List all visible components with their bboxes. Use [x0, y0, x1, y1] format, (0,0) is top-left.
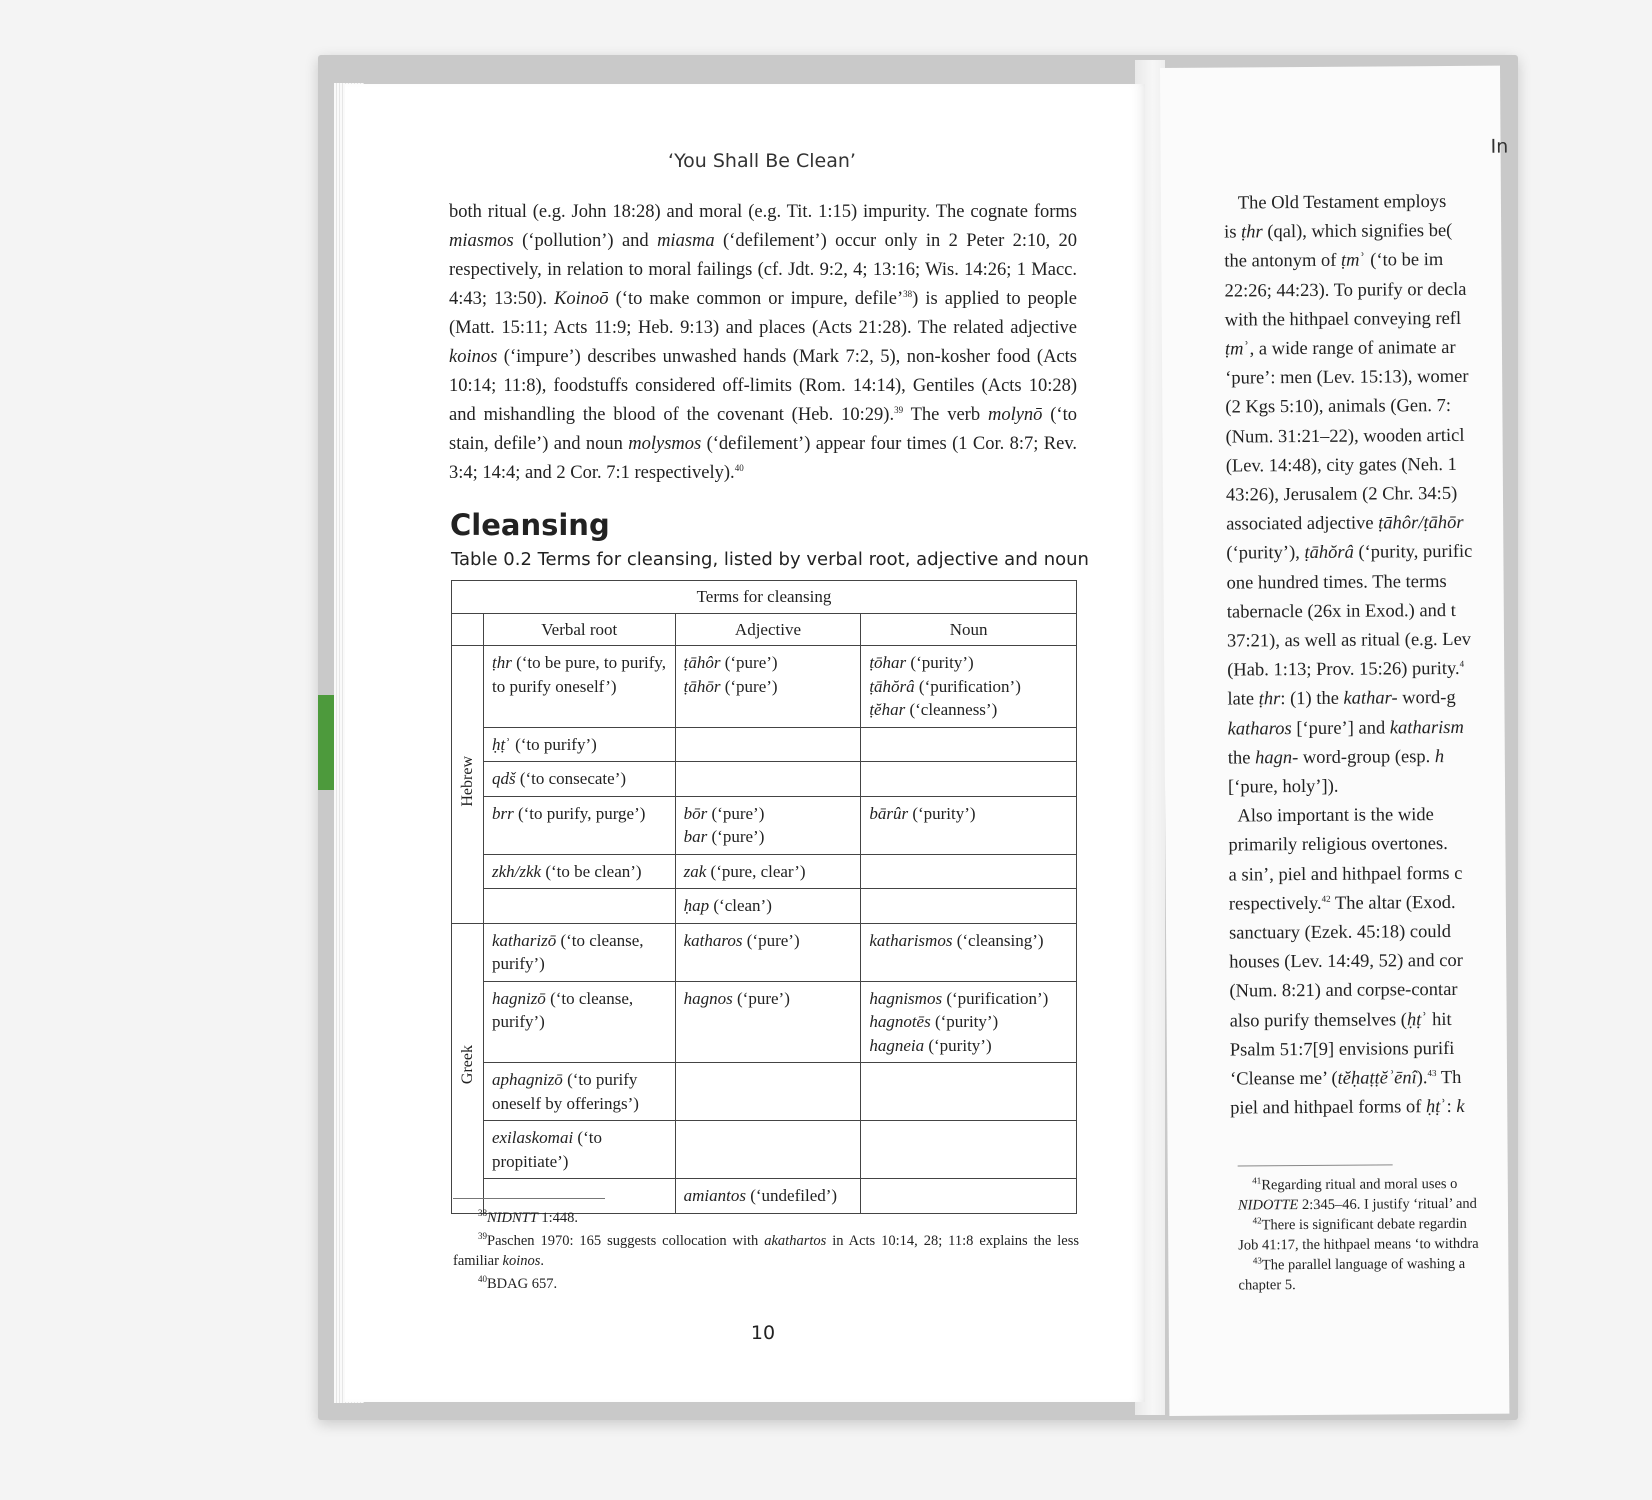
table-column-header: Verbal root: [483, 613, 675, 646]
right-footnote-line: $^{42}$There is significant debate regardin: [1252, 1215, 1467, 1234]
table-title-row: [452, 581, 1077, 614]
right-text-line: associated adjective ṭāhôr/ṭāhōr: [1226, 513, 1464, 535]
table-row: [452, 981, 1077, 1063]
right-text-line: The Old Testament employs: [1223, 192, 1447, 214]
right-text-line: the hagn- word-group (esp. h: [1227, 746, 1445, 769]
right-text-line: primarily religious overtones.: [1228, 834, 1448, 857]
right-text-line: (2 Kgs 5:10), animals (Gen. 7:: [1225, 396, 1452, 418]
adjective-cell: amiantos (‘undefiled’): [675, 1179, 861, 1214]
table-column-header: Adjective: [675, 613, 861, 646]
right-body-text: [1224, 187, 1651, 1124]
right-text-line: ‘Cleanse me’ (tĕḥaṭṭĕʾēnî).$^{43}$ Th: [1229, 1068, 1462, 1090]
verbal-root-cell: ḥṭʾ (‘to purify’): [483, 727, 675, 762]
language-label-text: Greek: [458, 1045, 476, 1085]
right-text-line: ‘pure’: men (Lev. 15:13), womer: [1225, 367, 1469, 389]
table-row: [452, 889, 1077, 924]
right-running-head: In: [1490, 135, 1509, 158]
table-row: [452, 923, 1077, 981]
language-group-label: [452, 923, 484, 1213]
verbal-root-cell: brr (‘to purify, purge’): [483, 796, 675, 854]
right-footnote-line: $^{41}$Regarding ritual and moral uses o: [1252, 1175, 1458, 1194]
adjective-cell: [675, 762, 861, 797]
adjective-cell: hagnos (‘pure’): [675, 981, 861, 1063]
table-row: [452, 1063, 1077, 1121]
table-header-blank: [452, 613, 484, 646]
adjective-cell: ḥap (‘clean’): [675, 889, 861, 924]
footnote: $^{40}$BDAG 657.: [478, 1274, 558, 1292]
verbal-root-cell: ṭhr (‘to be pure, to purify, to purify oneself’): [483, 646, 675, 728]
right-text-line: one hundred times. The terms: [1226, 571, 1447, 594]
table-row: [452, 762, 1077, 797]
right-text-line: (Num. 8:21) and corpse-contar: [1229, 980, 1458, 1003]
table-row: [452, 854, 1077, 889]
right-text-line: tabernacle (26x in Exod.) and t: [1226, 600, 1456, 623]
noun-cell: [861, 1063, 1077, 1121]
right-page: [1160, 66, 1509, 1416]
noun-cell: [861, 889, 1077, 924]
running-head: ‘You Shall Be Clean’: [668, 150, 856, 172]
verbal-root-cell: qdš (‘to consecate’): [483, 762, 675, 797]
right-text-line: katharos [‘pure’] and katharism: [1227, 717, 1464, 740]
table-row: [452, 727, 1077, 762]
paragraph: both ritual (e.g. John 18:28) and moral (e.g. Tit. 1:15) impurity. The cognate forms miasmos (‘pollution’) and miasma (‘defilement’) occur only in 2 Peter 2:10, 20 respectively, in relation to moral failings (cf. Jdt. 9:2, 4; 13:16; Wis. 14:26; 1 Macc. 4:43; 13:50). Koinoō (‘to make common or impure, defile’$^{38}$) is applied to people (Matt. 15:11; Acts 11:9; Heb. 9:13) and places (Acts 21:28). The related adjective koinos (‘impure’) describes unwashed hands (Mark 7:2, 5), non-kosher food (Acts 10:14; 11:8), foodstuffs considered off-limits (Rom. 14:14), Gentiles (Acts 10:28) and mishandling the blood of the covenant (Heb. 10:29).$^{39}$ The verb molynō (‘to stain, defile’) and noun molysmos (‘defilement’) appear four times (1 Cor. 8:7; Rev. 3:4; 14:4; and 2 Cor. 7:1 respectively).$^{40}$: [449, 202, 1077, 483]
table-header-row: [452, 613, 1077, 646]
table-title-cell: Terms for cleansing: [452, 581, 1077, 614]
right-text-line: the antonym of ṭmʾ (‘to be im: [1224, 250, 1444, 272]
right-footnote-line: Job 41:17, the hithpael means ‘to withdra: [1238, 1235, 1479, 1254]
adjective-cell: [675, 1121, 861, 1179]
right-text-line: 37:21), as well as ritual (e.g. Lev: [1226, 629, 1472, 652]
noun-cell: katharismos (‘cleansing’): [861, 923, 1077, 981]
right-footnote-line: chapter 5.: [1238, 1277, 1296, 1294]
right-text-line: (Num. 31:21–22), wooden articl: [1225, 425, 1465, 448]
adjective-cell: [675, 727, 861, 762]
section-heading: Cleansing: [450, 508, 610, 542]
page-number: 10: [750, 1322, 776, 1344]
right-text-line: (Lev. 14:48), city gates (Neh. 1: [1225, 454, 1457, 477]
right-text-line: 22:26; 44:23). To purify or decla: [1224, 279, 1467, 302]
table-row: [452, 1121, 1077, 1179]
adjective-cell: [675, 1063, 861, 1121]
table-caption: Table 0.2 Terms for cleansing, listed by verbal root, adjective and noun: [451, 549, 1089, 570]
right-text-line: ṭmʾ, a wide range of animate ar: [1224, 337, 1456, 360]
verbal-root-cell: zkh/zkk (‘to be clean’): [483, 854, 675, 889]
verbal-root-cell: exilaskomai (‘to propitiate’): [483, 1121, 675, 1179]
terms-table: [451, 580, 1077, 1214]
right-text-line: (Hab. 1:13; Prov. 15:26) purity.$^4$: [1227, 658, 1465, 681]
right-text-line: [‘pure, holy’]).: [1227, 776, 1339, 798]
noun-cell: bārûr (‘purity’): [861, 796, 1077, 854]
right-text-line: (‘purity’), ṭāhŏrâ (‘purity, purific: [1226, 542, 1473, 564]
footnote: $^{39}$Paschen 1970: 165 suggests collocation with akathartos in Acts 10:14, 28; 11:8 explains the less familiar koinos.: [453, 1231, 1079, 1269]
noun-cell: ṭōhar (‘purity’) ṭāhŏrâ (‘purification’) ṭĕhar (‘cleanness’): [861, 646, 1077, 728]
language-group-label: [452, 646, 484, 924]
right-text-line: houses (Lev. 14:49, 52) and cor: [1229, 951, 1463, 973]
verbal-root-cell: katharizō (‘to cleanse, purify’): [483, 923, 675, 981]
table-column-header: Noun: [861, 613, 1077, 646]
language-label-text: Hebrew: [458, 755, 476, 807]
noun-cell: [861, 854, 1077, 889]
adjective-cell: katharos (‘pure’): [675, 923, 861, 981]
right-text-line: 43:26), Jerusalem (2 Chr. 34:5): [1225, 483, 1458, 506]
noun-cell: hagnismos (‘purification’) hagnotēs (‘purity’) hagneia (‘purity’): [861, 981, 1077, 1063]
footnote: $^{38}$NIDNTT 1:448.: [478, 1208, 579, 1226]
right-text-line: piel and hithpael forms of ḥṭʾ: k: [1230, 1097, 1465, 1119]
verbal-root-cell: hagnizō (‘to cleanse, purify’): [483, 981, 675, 1063]
verbal-root-cell: [483, 889, 675, 924]
right-text-line: with the hithpael conveying refl: [1224, 308, 1462, 331]
right-footnote-rule: [1238, 1164, 1393, 1166]
noun-cell: [861, 727, 1077, 762]
right-footnote-line: $^{43}$The parallel language of washing a: [1252, 1255, 1466, 1274]
table-row: [452, 646, 1077, 728]
right-text-line: a sin’, piel and hithpael forms c: [1228, 863, 1463, 886]
footnotes: [453, 1208, 1079, 1297]
right-footnotes: [1238, 1173, 1639, 1296]
right-text-line: Also important is the wide: [1228, 805, 1434, 827]
right-text-line: respectively.$^{42}$ The altar (Exod.: [1228, 892, 1456, 915]
right-text-line: Psalm 51:7[9] envisions purifi: [1229, 1038, 1455, 1061]
body-paragraph: [449, 198, 1077, 488]
right-footnote-line: NIDOTTE 2:345–46. I justify ‘ritual’ and: [1237, 1195, 1477, 1214]
noun-cell: [861, 1121, 1077, 1179]
terms-table-wrapper: [451, 580, 1077, 1214]
noun-cell: [861, 762, 1077, 797]
adjective-cell: bōr (‘pure’) bar (‘pure’): [675, 796, 861, 854]
adjective-cell: ṭāhôr (‘pure’) ṭāhōr (‘pure’): [675, 646, 861, 728]
table-row: [452, 796, 1077, 854]
verbal-root-cell: aphagnizō (‘to purify oneself by offerings’): [483, 1063, 675, 1121]
adjective-cell: zak (‘pure, clear’): [675, 854, 861, 889]
right-text-line: is ṭhr (qal), which signifies be(: [1224, 221, 1453, 243]
right-text-line: late ṭhr: (1) the kathar- word-g: [1227, 688, 1456, 710]
footnote-rule: [453, 1198, 605, 1199]
right-text-line: sanctuary (Ezek. 45:18) could: [1228, 922, 1452, 944]
right-text-line: also purify themselves (ḥṭʾ hit: [1229, 1009, 1452, 1032]
